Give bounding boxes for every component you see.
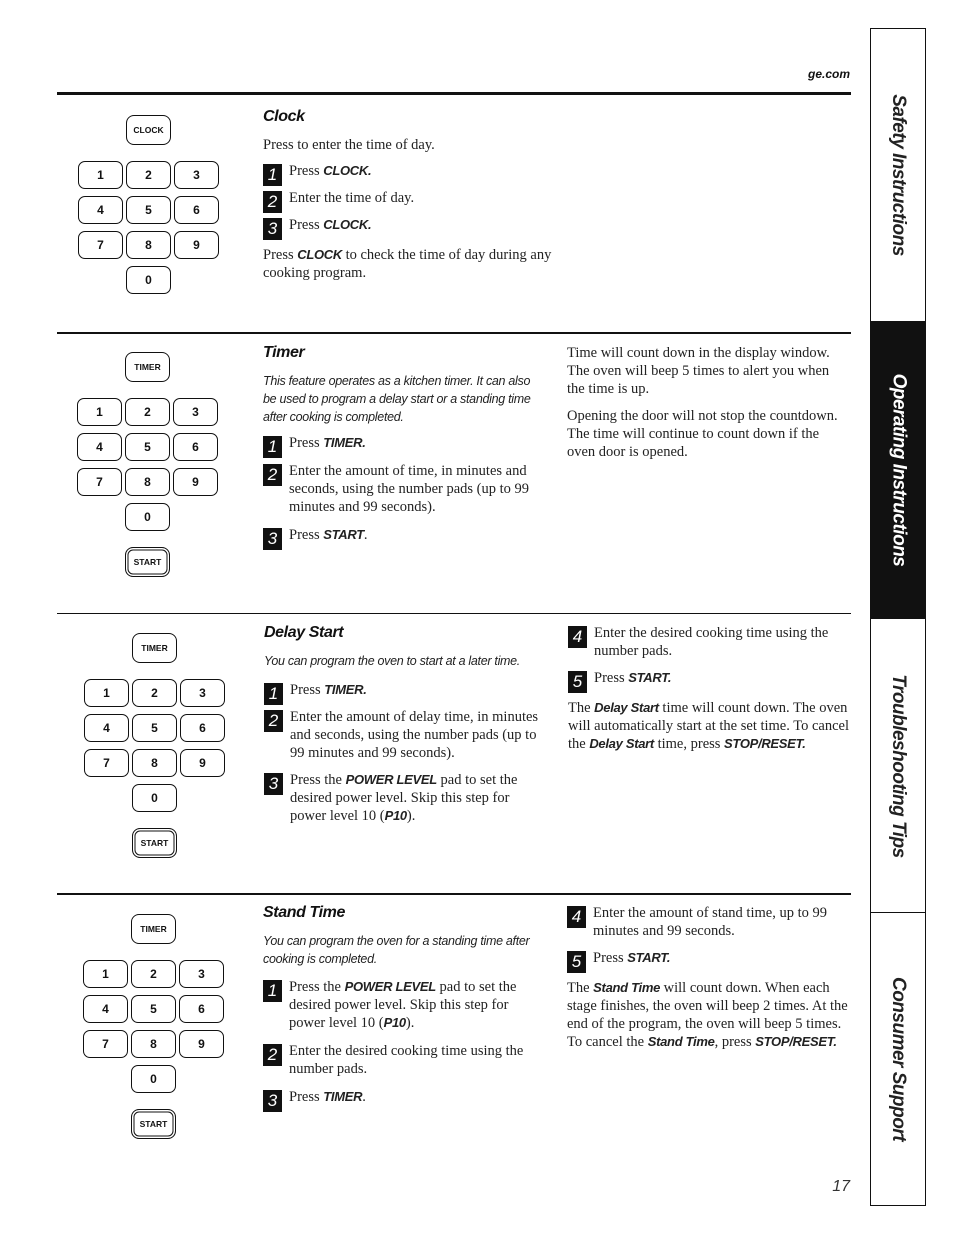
number-key-7: 7 [84,749,129,777]
number-key-9: 9 [173,468,218,496]
number-key-2: 2 [132,679,177,707]
note-text: Opening the door will not stop the countdown. The time will continue to count down if the oven door is opened. [567,408,838,460]
number-key-3: 3 [180,679,225,707]
step-number: 2 [263,1044,282,1066]
step-number: 1 [264,683,283,705]
section-rule [57,332,851,334]
step [264,681,539,703]
number-key-4: 4 [78,196,123,224]
step-number: 3 [263,218,282,240]
number-key-6: 6 [180,714,225,742]
timer-instructions [263,344,543,553]
step-number: 5 [567,951,586,973]
step-number: 3 [263,528,282,550]
start-key: START [132,828,177,858]
intro-text: Press to enter the time of day. [263,137,435,153]
step-text: Press [289,1089,324,1105]
key-label: POWER LEVEL [344,979,436,994]
key-label: START [323,527,364,542]
page-number: 17 [832,1178,850,1195]
number-key-0: 0 [132,784,177,812]
note-text: The Stand Time will count down. When each stage finishes, the oven will beep 2 times. At the end of the program, the oven will beep 5 times. To cancel the Stand Time, press STOP/RESET. [567,980,848,1050]
step [567,949,851,971]
number-key-7: 7 [77,468,122,496]
step [568,624,850,660]
key-label: TIMER. [323,435,366,450]
number-key-4: 4 [83,995,128,1023]
step-text: Enter the amount of stand time, up to 99 minutes and 99 seconds. [593,905,827,939]
timer-key: TIMER [132,633,177,663]
section-rule [57,92,851,95]
step-number: 2 [263,191,282,213]
number-key-9: 9 [180,749,225,777]
number-key-3: 3 [174,161,219,189]
number-key-8: 8 [126,231,171,259]
number-key-2: 2 [131,960,176,988]
step-text: Enter the amount of delay time, in minutes and seconds, using the number pads (up to 99 minutes and 99 seconds). [290,709,539,761]
section-tabs [870,28,926,1206]
number-key-2: 2 [125,398,170,426]
stand-instructions [263,904,538,1115]
timer-key: TIMER [131,914,176,944]
number-key-1: 1 [84,679,129,707]
start-key: START [131,1109,176,1139]
step-text: Press [289,217,324,233]
site-url: ge.com [807,67,850,81]
step-number: 2 [264,710,283,732]
number-key-5: 5 [132,714,177,742]
step-number: 5 [568,671,587,693]
number-key-8: 8 [125,468,170,496]
number-key-3: 3 [173,398,218,426]
key-label: START. [627,950,671,965]
step-text: Press [289,163,324,179]
step: 3 Press the POWER LEVEL pad to set the desired power level. Skip this step for power level 10 (P10). [264,771,539,825]
number-key-1: 1 [77,398,122,426]
number-key-8: 8 [132,749,177,777]
tab-operating-instructions[interactable]: Operating Instructions [871,322,925,618]
number-key-9: 9 [174,231,219,259]
step-text: Enter the desired cooking time using the number pads. [289,1043,524,1077]
step-text: Press [594,670,629,686]
number-key-9: 9 [179,1030,224,1058]
step-text: Press [593,950,628,966]
number-key-4: 4 [77,433,122,461]
delay-notes [568,624,850,753]
number-key-5: 5 [131,995,176,1023]
section-rule [57,893,851,895]
tab-consumer-support[interactable]: Consumer Support [888,976,909,1142]
intro-text: You can program the oven to start at a later time. [264,654,520,668]
step [263,462,543,516]
step [567,904,851,940]
section-title: Timer [263,344,305,361]
step [264,708,539,762]
delay-instructions [264,624,539,834]
step-text: Press [290,682,325,698]
key-label: START. [628,670,672,685]
stand-notes [567,904,851,1051]
number-key-0: 0 [125,503,170,531]
note-text: Time will count down in the display window. The oven will beep 5 times to alert you when the time is up. [567,345,830,397]
key-label: TIMER. [324,682,367,697]
key-label: CLOCK. [323,163,372,178]
number-key-8: 8 [131,1030,176,1058]
number-key-2: 2 [126,161,171,189]
step-text: Enter the time of day. [289,190,415,206]
step: 3 Press START. [263,526,543,544]
step-number: 3 [263,1090,282,1112]
note-text: Press CLOCK to check the time of day during any cooking program. [263,247,552,281]
number-key-5: 5 [126,196,171,224]
section-title: Stand Time [263,904,345,921]
section-title: Clock [263,108,305,125]
number-key-1: 1 [83,960,128,988]
step-number: 1 [263,980,282,1002]
key-label: POWER LEVEL [345,772,437,787]
number-key-6: 6 [179,995,224,1023]
key-label: CLOCK. [323,217,372,232]
number-key-6: 6 [174,196,219,224]
number-key-0: 0 [126,266,171,294]
step-text: Press [289,435,324,451]
step-text: Press [289,527,324,543]
step-number: 3 [264,773,283,795]
clock-instructions [263,108,553,282]
step-text: Enter the amount of time, in minutes and seconds, using the number pads (up to 99 minutes and 99 seconds). [289,463,530,515]
step [568,669,850,691]
step-number: 1 [263,164,282,186]
number-key-5: 5 [125,433,170,461]
step [263,216,553,238]
section-title: Delay Start [264,624,344,641]
step-number: 2 [263,464,282,486]
key-label: TIMER [323,1089,363,1104]
number-key-1: 1 [78,161,123,189]
number-key-3: 3 [179,960,224,988]
timer-key: TIMER [125,352,170,382]
step [263,434,543,456]
intro-text: You can program the oven for a standing time after cooking is completed. [263,934,530,966]
step [263,189,553,211]
section-rule [57,613,851,614]
timer-notes [567,344,849,461]
step [263,162,553,184]
number-key-7: 7 [78,231,123,259]
step-number: 4 [567,906,586,928]
step: 1 Press the POWER LEVEL pad to set the desired power level. Skip this step for power level 10 (P10). [263,978,538,1032]
step [263,1042,538,1078]
tab-safety-instructions[interactable]: Safety Instructions [888,94,910,256]
clock-key: CLOCK [126,115,171,145]
step: 3 Press TIMER. [263,1088,538,1106]
intro-text: This feature operates as a kitchen timer. It can also be used to program a delay start or a standing time after cooking is completed. [263,374,531,424]
number-key-4: 4 [84,714,129,742]
tab-troubleshooting-tips[interactable]: Troubleshooting Tips [888,673,909,858]
step-number: 1 [263,436,282,458]
note-text: The Delay Start time will count down. The oven will automatically start at the set time. To cancel the Delay Start time, press STOP/RESET. [568,700,849,752]
number-key-6: 6 [173,433,218,461]
step-text: Enter the desired cooking time using the number pads. [594,625,829,659]
step-number: 4 [568,626,587,648]
number-key-7: 7 [83,1030,128,1058]
start-key: START [125,547,170,577]
number-key-0: 0 [131,1065,176,1093]
